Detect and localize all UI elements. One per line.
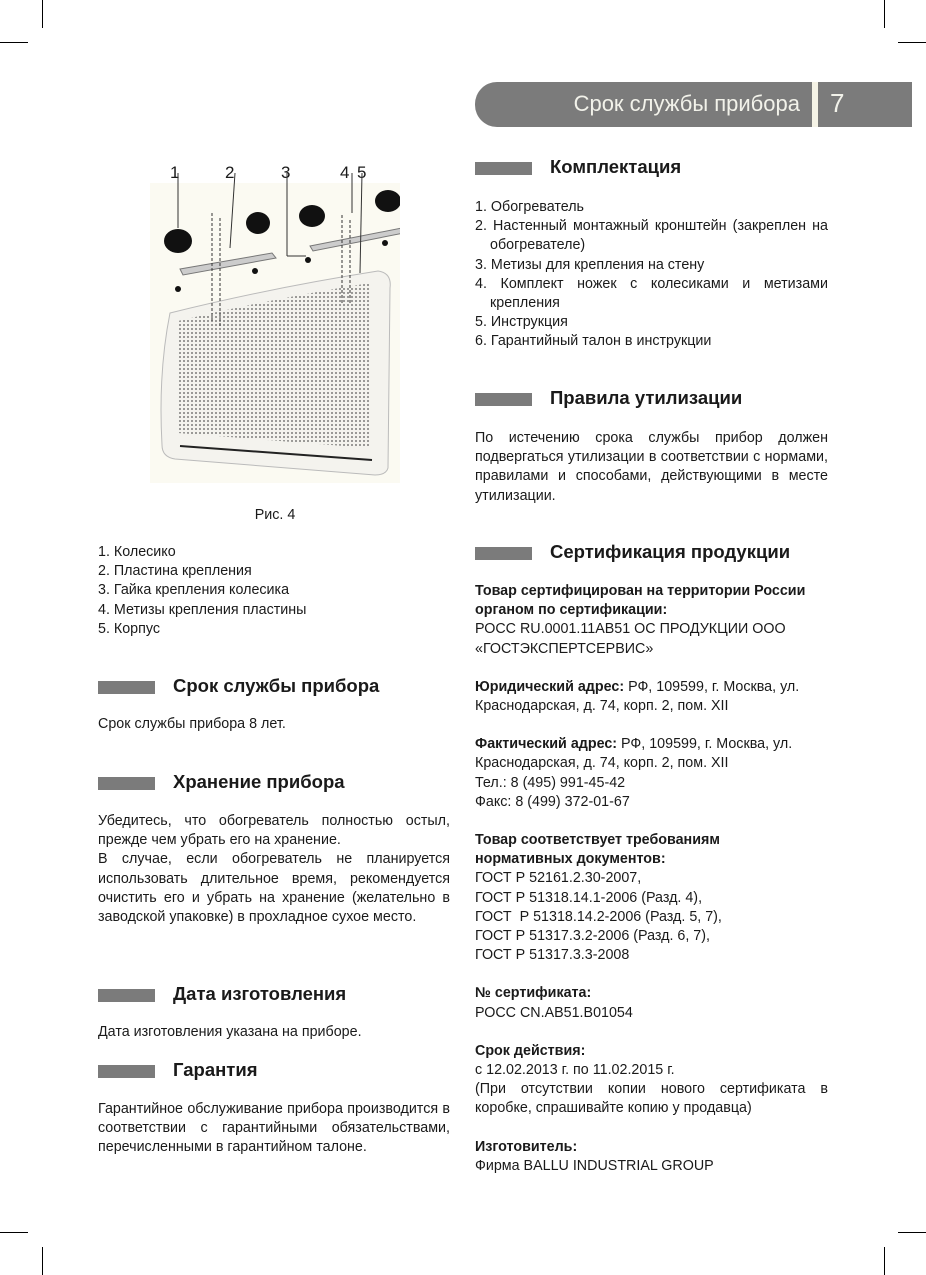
storage-paragraph: Убедитесь, что обогреватель полностью остыл, прежде чем убрать его на хранение. (98, 813, 450, 849)
validity-label: Срок действия: (475, 1042, 586, 1059)
crop-mark (0, 42, 28, 43)
crop-mark (42, 1247, 43, 1275)
list-item: 1. Колесико (98, 544, 176, 560)
certification-text (475, 582, 828, 1176)
manufacture-date-text: Дата изготовления указана на приборе. (98, 1024, 362, 1040)
list-item: 3. Метизы для крепления на стену (475, 256, 705, 273)
legal-address-label: Юридический адрес: (475, 678, 625, 695)
crop-mark (898, 42, 926, 43)
callout-5: 5 (357, 163, 367, 182)
list-item: 4. Метизы крепления пластины (98, 601, 307, 618)
certified-body: РОСС RU.0001.11АВ51 ОС ПРОДУКЦИИ ООО «ГОСТЭКСПЕРТСЕРВИС» (475, 621, 786, 657)
maker-label: Изготовитель: (475, 1138, 578, 1155)
certified-label: Товар сертифицирован на территории России органом по сертификации: (475, 583, 806, 619)
storage-paragraph: В случае, если обогреватель не планируется использовать длительное время, рекомендуется очистить его и убрать на хранение (желательно в заводской упаковке) в прохладное сухое место. (98, 851, 450, 926)
phone: Тел.: 8 (495) 991-45-42 (475, 774, 626, 791)
standards-label: Товар соответствует требованиям нормативных документов: (475, 832, 720, 868)
crop-mark (884, 0, 885, 28)
crop-mark (42, 0, 43, 28)
crop-mark (898, 1232, 926, 1233)
list-item: 4. Комплект ножек с колесиками и метизами крепления (475, 275, 828, 312)
list-item: 2. Пластина крепления (98, 563, 252, 580)
maker: Фирма BALLU INDUSTRIAL GROUP (475, 1157, 714, 1174)
page-number-box (818, 82, 912, 127)
parts-list (98, 543, 450, 639)
actual-address: РФ, 109599, г. Москва, ул. Краснодарская, д. 74, корп. 2, пом. XII (475, 736, 793, 772)
callout-4: 4 (340, 163, 350, 182)
validity: с 12.02.2013 г. по 11.02.2015 г. (475, 1062, 675, 1079)
section-header (475, 82, 812, 127)
standard: ГОСТ Р 51317.3.2-2006 (Разд. 6, 7), (475, 928, 710, 945)
heater-assembly-illustration (150, 163, 400, 483)
callout-2: 2 (225, 163, 235, 182)
disposal-text: По истечению срока службы прибор должен подвергаться утилизации в соответствии с нормами, правилами и способами, действующими в месте утилизации. (475, 430, 828, 504)
validity-note: (При отсутствии копии нового сертификата в коробке, спрашивайте копию у продавца) (475, 1081, 828, 1117)
service-life-text: Срок службы прибора 8 лет. (98, 716, 286, 732)
list-item: 3. Гайка крепления колесика (98, 582, 290, 599)
fax: Факс: 8 (499) 372-01-67 (475, 793, 630, 810)
callout-3: 3 (281, 163, 291, 182)
list-item: 1. Обогреватель (475, 199, 584, 215)
header-title: Срок службы прибора (573, 91, 800, 116)
cert-number-label: № сертификата: (475, 985, 592, 1002)
standard: ГОСТ Р 51318.14.2-2006 (Разд. 5, 7), (475, 908, 722, 925)
cert-number: РОСС CN.АВ51.В01054 (475, 1004, 633, 1021)
callout-1: 1 (170, 163, 180, 182)
list-item: 6. Гарантийный талон в инструкции (475, 333, 712, 350)
warranty-text: Гарантийное обслуживание прибора производится в соответствии с гарантийными обязательствами, перечисленными в гарантийном талоне. (98, 1101, 450, 1156)
crop-mark (884, 1247, 885, 1275)
list-item: 5. Корпус (98, 620, 161, 637)
standard: ГОСТ Р 52161.2.30-2007, (475, 870, 642, 887)
standard: ГОСТ Р 51317.3.3-2008 (475, 947, 630, 964)
list-item: 5. Инструкция (475, 314, 568, 331)
standard: ГОСТ Р 51318.14.1-2006 (Разд. 4), (475, 889, 703, 906)
page-number: 7 (830, 88, 845, 118)
crop-mark (0, 1232, 28, 1233)
actual-address-label: Фактический адрес: (475, 736, 618, 753)
storage-text (98, 812, 450, 927)
legal-address: РФ, 109599, г. Москва, ул. Краснодарская, д. 74, корп. 2, пом. XII (475, 678, 800, 715)
figure-caption: Рис. 4 (254, 507, 296, 523)
contents-list (475, 198, 828, 352)
list-item: 2. Настенный монтажный кронштейн (закреплен на обогревателе) (475, 218, 828, 254)
